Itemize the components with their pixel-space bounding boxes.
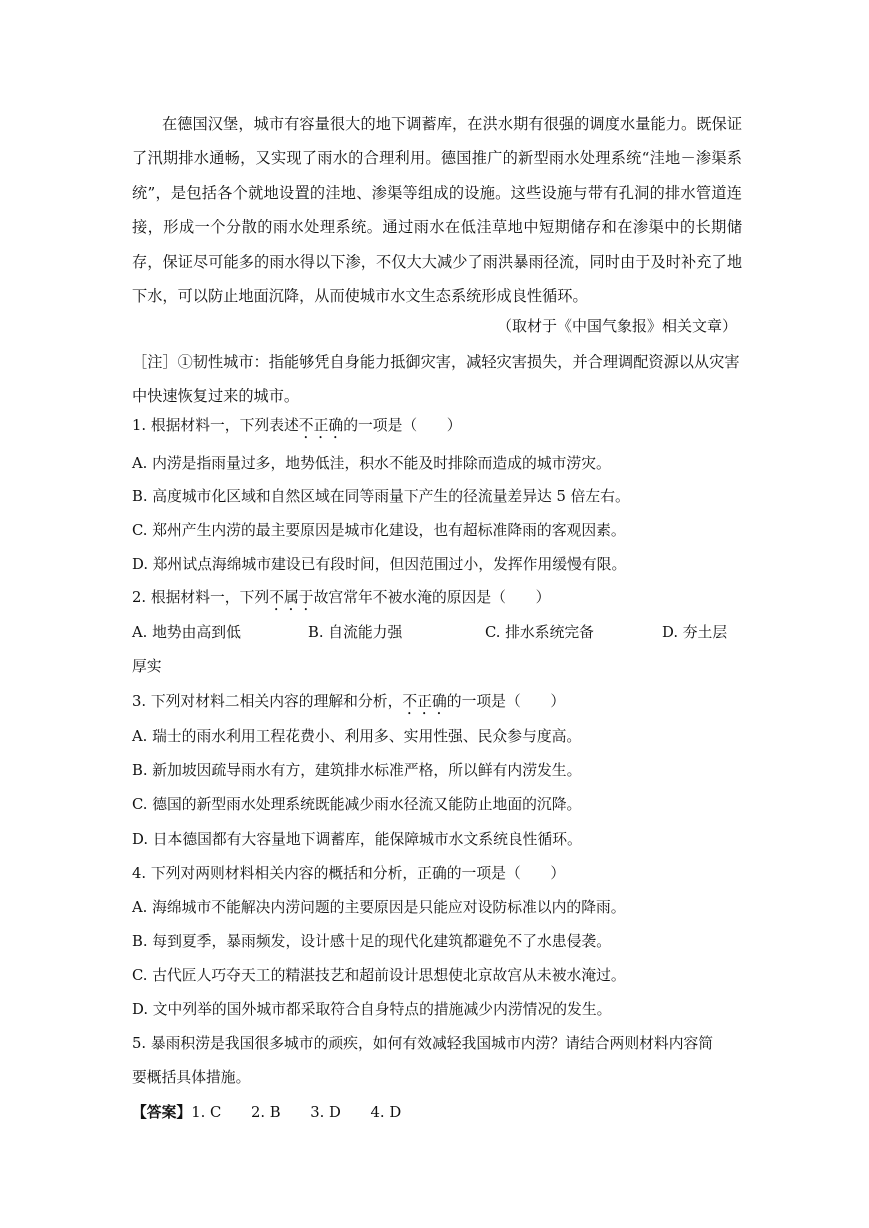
answer-label: 【答案】: [132, 1104, 192, 1121]
question-3-emphasis: 不正确: [402, 693, 447, 710]
question-2-stem-suffix: 故宫常年不被水淹的原因是（ ）: [313, 589, 551, 606]
question-1-option-c: C. 郑州产生内涝的最主要原因是城市化建设，也有超标准降雨的客观因素。: [132, 522, 626, 539]
question-3-stem-suffix: 的一项是（ ）: [446, 693, 566, 710]
question-1-stem-suffix: 的一项是（ ）: [343, 417, 462, 434]
question-1-option-d: D. 郑州试点海绵城市建设已有段时间，但因范围过小，发挥作用缓慢有限。: [132, 556, 627, 573]
question-1-option-b: B. 高度城市化区域和自然区域在同等雨量下产生的径流量差异达 5 倍左右。: [132, 488, 630, 505]
question-4-option-c: C. 古代匠人巧夺天工的精湛技艺和超前设计思想使北京故宫从未被水淹过。: [132, 967, 626, 984]
question-3-option-b: B. 新加坡因疏导雨水有方，建筑排水标准严格，所以鲜有内涝发生。: [132, 762, 582, 779]
question-4-option-b: B. 每到夏季，暴雨频发，设计感十足的现代化建筑都避免不了水患侵袭。: [132, 933, 611, 950]
question-2-options: [132, 621, 752, 645]
question-4-option-a: A. 海绵城市不能解决内涝问题的主要原因是只能应对设防标准以内的降雨。: [132, 899, 626, 916]
question-2-option-a: A. 地势由高到低: [132, 624, 241, 641]
question-1-stem: [132, 414, 752, 442]
question-2-option-b: B. 自流能力强: [308, 624, 403, 641]
question-2-emphasis: 不属于: [269, 589, 314, 606]
question-3-stem-prefix: 3. 下列对材料二相关内容的理解和分析，: [132, 693, 403, 710]
question-3-option-d: D. 日本德国都有大容量地下调蓄库，能保障城市水文系统良性循环。: [132, 831, 582, 848]
question-4-stem: 4. 下列对两则材料相关内容的概括和分析，正确的一项是（ ）: [132, 865, 566, 882]
question-5-line-2: 要概括具体措施。: [132, 1069, 251, 1086]
question-2-option-c: C. 排水系统完备: [485, 624, 594, 641]
question-2-option-d: D. 夯土层: [662, 624, 728, 641]
question-1-emphasis: 不正确: [298, 417, 344, 434]
question-2-option-d-continued: 厚实: [132, 658, 162, 675]
question-4-option-d: D. 文中列举的国外城市都采取符合自身特点的措施减少内涝情况的发生。: [132, 1001, 612, 1018]
source-citation: （取材于《中国气象报》相关文章）: [496, 317, 737, 335]
question-1-stem-prefix: 1. 根据材料一，下列表述: [132, 417, 299, 434]
passage-paragraph: 在德国汉堡，城市有容量很大的地下调蓄库，在洪水期有很强的调度水量能力。既保证了汛期排水通畅，又实现了雨水的合理利用。德国推广的新型雨水处理系统“洼地－渗渠系统”，是包括各个就地设置的洼地、渗渠等组成的设施。这些设施与带有孔洞的排水管道连接，形成一个分散的雨水处理系统。通过雨水在低洼草地中短期储存和在渗渠中的长期储存，保证尽可能多的雨水得以下渗，不仅大大减少了雨洪暴雨径流，同时由于及时补充了地下水，可以防止地面沉降，从而使城市水文生态系统形成良性循环。: [132, 115, 742, 306]
question-5-line-1: 5. 暴雨积涝是我国很多城市的顽疾，如何有效减轻我国城市内涝？请结合两则材料内容简: [132, 1035, 714, 1052]
question-3-option-a: A. 瑞士的雨水利用工程花费小、利用多、实用性强、民众参与度高。: [132, 728, 582, 745]
question-3-option-c: C. 德国的新型雨水处理系统既能减少雨水径流又能防止地面的沉降。: [132, 796, 582, 813]
question-2-stem: [132, 586, 752, 614]
question-2-stem-prefix: 2. 根据材料一，下列: [132, 589, 270, 606]
question-3-stem: [132, 690, 752, 718]
footnote: ［注］①韧性城市：指能够凭自身能力抵御灾害，减轻灾害损失，并合理调配资源以从灾害中快速恢复过来的城市。: [132, 353, 740, 405]
answer-text: 1. C 2. B 3. D 4. D: [191, 1104, 402, 1121]
answer-line: [132, 1101, 752, 1125]
question-1-option-a: A. 内涝是指雨量过多，地势低洼，积水不能及时排除而造成的城市涝灾。: [132, 455, 611, 472]
